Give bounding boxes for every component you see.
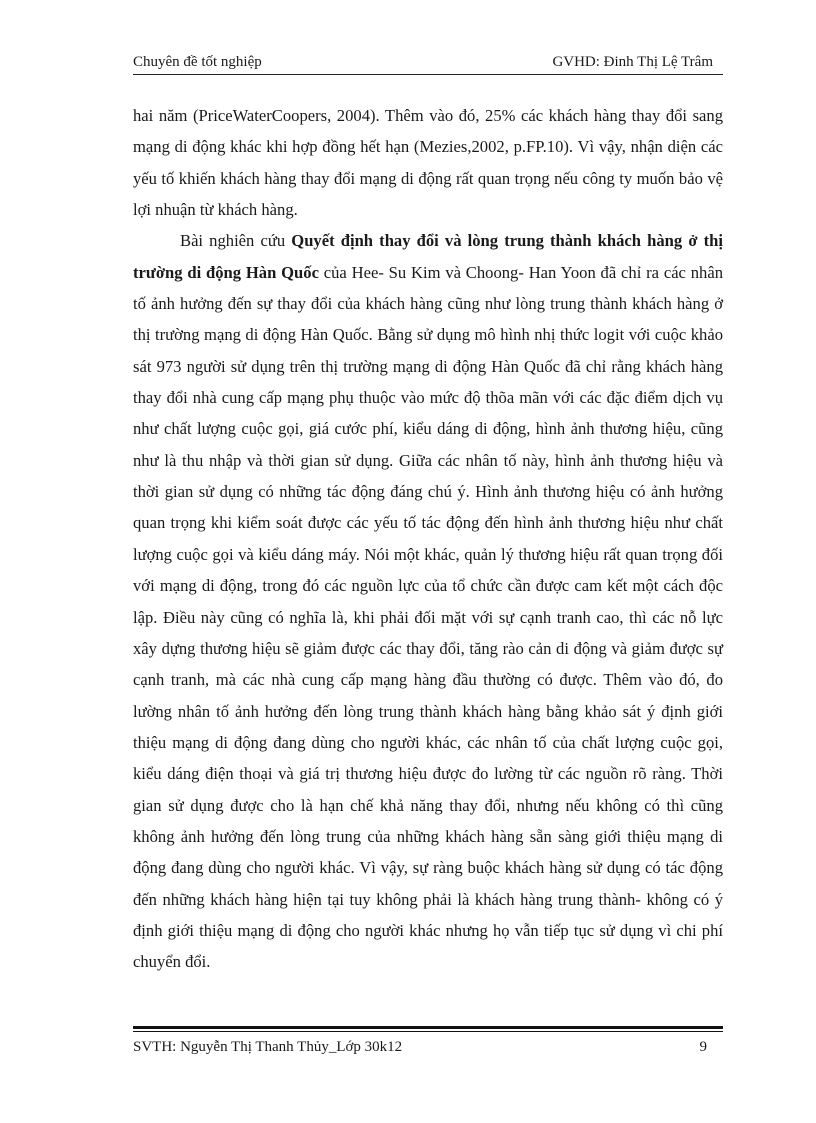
- footer-rule-thin: [133, 1031, 723, 1032]
- header-document-type: Chuyên đề tốt nghiệp: [133, 54, 262, 70]
- page-footer: [133, 1037, 723, 1059]
- header-advisor: GVHD: Đinh Thị Lệ Trâm: [552, 54, 713, 70]
- paragraph-2-intro: Bài nghiên cứu: [180, 231, 292, 251]
- body-text: [133, 100, 723, 978]
- study-title: Quyết định thay đổi và lòng trung thành khách hàng ở thị trường di động Hàn Quốc: [133, 231, 724, 282]
- page-number: 9: [699, 1039, 707, 1055]
- paragraph-2: [133, 225, 723, 977]
- paragraph-2-body: của Hee- Su Kim và Choong- Han Yoon đã chỉ ra các nhân tố ảnh hưởng đến sự thay đổi của khách hàng cũng như lòng trung thành khách hàng ở thị trường mạng di động Hàn Quốc. Bằng sử dụng mô hình nhị thức logit với cuộc khảo sát 973 người sử dụng trên thị trường mạng di động Hàn Quốc đã chỉ rằng khách hàng thay đổi nhà cung cấp mạng phụ thuộc vào mức độ thõa mãn với các đặc điểm dịch vụ như chất lượng cuộc gọi, giá cước phí, kiểu dáng di động, hình ảnh thương hiệu, cũng như là thu nhập và thời gian sử dụng. Giữa các nhân tố này, hình ảnh thương hiệu và thời gian sử dụng có những tác động đáng chú ý. Hình ảnh thương hiệu có ảnh hưởng quan trọng khi kiểm soát được các yếu tố tác động đến hình ảnh thương hiệu như chất lượng cuộc gọi và kiểu dáng máy. Nói một khác, quản lý thương hiệu rất quan trọng đối với mạng di động, trong đó các nguồn lực của tổ chức cần được cam kết một cách độc lập. Điều này cũng có nghĩa là, khi phải đối mặt với sự cạnh tranh cao, thì các nỗ lực xây dựng thương hiệu sẽ giảm được các thay đổi, tăng rào cản di động và giảm được sự cạnh tranh, mà các nhà cung cấp mạng hàng đầu thường có được. Thêm vào đó, đo lường nhân tố ảnh hưởng đến lòng trung thành khách hàng bằng khảo sát ý định giới thiệu mạng di động đang dùng cho người khác, các nhân tố của chất lượng cuộc gọi, kiểu dáng điện thoại và giá trị thương hiệu được đo lường từ các nguồn rõ ràng. Thời gian sử dụng được cho là hạn chế khả năng thay đổi, nhưng nếu không có thì cũng không ảnh hưởng đến lòng trung của những khách hàng sẵn sàng giới thiệu mạng di động đang dùng cho người khác. Vì vậy, sự ràng buộc khách hàng sử dụng có tác động đến những khách hàng hiện tại tuy không phải là khách hàng trung thành- không có ý định giới thiệu mạng di động cho người khác nhưng họ vẫn tiếp tục sử dụng vì chi phí chuyển đổi.: [133, 262, 723, 972]
- footer-rule-thick: [133, 1026, 723, 1029]
- paragraph-1: hai năm (PriceWaterCoopers, 2004). Thêm vào đó, 25% các khách hàng thay đổi sang mạng di động khác khi hợp đồng hết hạn (Mezies,2002, p.FP.10). Vì vậy, nhận diện các yếu tố khiến khách hàng thay đổi mạng di động rất quan trọng nếu công ty muốn bảo vệ lợi nhuận từ khách hàng.: [133, 106, 723, 220]
- page-header: [133, 52, 723, 75]
- footer-student: SVTH: Nguyễn Thị Thanh Thủy_Lớp 30k12: [133, 1039, 403, 1055]
